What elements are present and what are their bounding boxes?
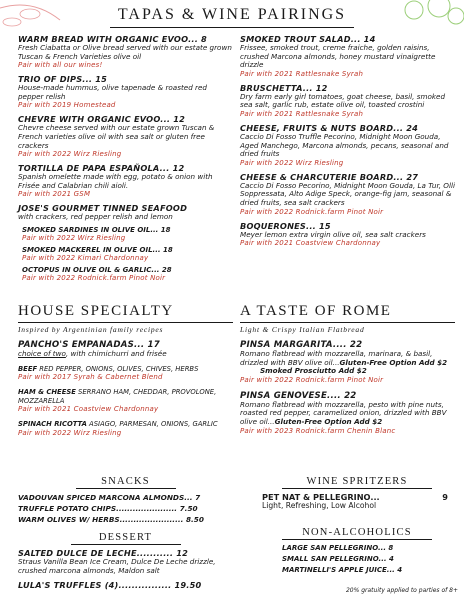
item-name: PINSA GENOVESE.... 22 — [240, 390, 357, 401]
section-subtitle: Light & Crispy Italian Flatbread — [240, 325, 365, 334]
section-title: WINE SPRITZERS — [306, 476, 408, 487]
menu-item — [240, 123, 455, 167]
item-pairing: Pair with 2022 Rodnick.farm Pinot Noir — [22, 273, 166, 282]
snack-name: TRUFFLE POTATO CHIPS...................... — [18, 504, 178, 513]
dessert-section — [18, 532, 233, 590]
spritzer-description: Light, Refreshing, Low Alcohol — [262, 501, 377, 510]
spritzer-price: 9 — [442, 492, 448, 502]
filling-desc: ASIAGO, PARMESAN, ONIONS, GARLIC — [86, 420, 218, 429]
item-name: PANCHO'S EMPANADAS... 17 — [18, 340, 160, 350]
filling-name: SPINACH RICOTTA — [18, 420, 87, 429]
item-pairing: Pair with 2022 Wirz Riesling — [22, 233, 126, 242]
item-pairing: Pair with 2022 Wirz Riesling — [18, 428, 122, 437]
item-description: Chevre cheese served with our estate grown Tuscan & French varieties olive oil with sea salt or gluten free crackers — [18, 123, 215, 150]
item-description: Meyer lemon extra virgin olive oil, sea salt crackers — [240, 229, 426, 239]
filling-item — [18, 365, 233, 382]
menu-item — [240, 172, 455, 216]
gratuity-note: 20% gratuity applied to parties of 8+ — [345, 587, 458, 594]
gluten-free-option: Gluten-Free Option Add $2 — [274, 416, 383, 426]
seafood-item — [22, 266, 233, 282]
section-divider — [71, 544, 181, 545]
gluten-free-option: Gluten-Free Option Add $2 — [339, 357, 448, 367]
item-description — [18, 350, 233, 359]
dessert-name: SALTED DULCE DE LECHE........... 12 — [18, 548, 188, 558]
item-name: SMOKED MACKEREL IN OLIVE OIL... 18 — [22, 245, 173, 254]
snack-price: 7.50 — [179, 504, 198, 513]
section-title: SNACKS — [101, 476, 150, 487]
item-pairing: Pair with 2021 GSM — [18, 190, 91, 199]
spritzer-name: PET NAT & PELLEGRINO... — [262, 492, 380, 502]
item-name: CHEVRE WITH ORGANIC EVOO... 12 — [18, 114, 186, 125]
section-title: DESSERT — [98, 532, 153, 543]
item-name: TRIO OF DIPS... 15 — [18, 74, 108, 85]
menu-item — [18, 114, 233, 158]
item-description — [240, 350, 455, 367]
item-description — [240, 401, 455, 427]
item-description: House-made hummus, olive tapenade & roasted red pepper relish — [18, 83, 207, 101]
filling-item — [18, 420, 233, 437]
item-pairing: Pair with 2021 Coastview Chardonnay — [18, 405, 159, 414]
drink-item: LARGE SAN PELLEGRINO... 8 — [282, 544, 394, 552]
item-name: OCTOPUS IN OLIVE OIL & GARLIC... 28 — [22, 265, 172, 274]
item-name: TORTILLA DE PAPA ESPAÑOLA... 12 — [18, 163, 185, 174]
section-divider — [282, 539, 432, 540]
house-specialty-section — [18, 303, 233, 442]
snack-price: 8.50 — [185, 515, 204, 524]
choice-text: choice of two — [18, 349, 66, 358]
section-divider — [76, 488, 176, 489]
section-title: A TASTE OF ROME — [240, 303, 392, 319]
item-pairing: Pair with 2021 Coastview Chardonnay — [240, 239, 381, 248]
item-description — [18, 388, 233, 405]
item-pairing: Pair with 2021 Rattlesnake Syrah — [240, 69, 364, 78]
item-pairing: Pair with 2022 Rodnick.farm Pinot Noir — [240, 207, 384, 216]
item-pairing: Pair with 2022 Kimari Chardonnay — [22, 253, 149, 262]
snack-item — [18, 503, 233, 514]
item-name: BOQUERONES... 15 — [240, 220, 331, 231]
snack-price: 7 — [195, 493, 201, 502]
filling-name: BEEF — [18, 364, 38, 373]
item-description: Frissee, smoked trout, creme fraiche, golden raisins, crushed Marcona almonds, honey mustard vinaigrette drizzle — [240, 43, 436, 70]
item-description: Caccio Di Fosso Pecorino, Midnight Moon Gouda, La Tur, Olli Soppressata, Alto Adige Speck, orange-fig jam, seasonal & dried fruits, sea salt crackers — [240, 180, 455, 207]
item-description: with crackers, red pepper relish and lemon — [18, 212, 173, 222]
drink-item: MARTINELLI'S APPLE JUICE... 4 — [282, 566, 403, 574]
title-divider — [110, 27, 354, 28]
seafood-item — [22, 246, 233, 262]
spritzer-item — [262, 492, 452, 511]
section-subtitle: Inspired by Argentinian family recipes — [18, 325, 164, 334]
menu-item — [18, 163, 233, 198]
dessert-description: Straus Vanilla Bean Ice Cream, Dulce De Leche drizzle, crushed marcona almonds, Maldon salt — [18, 557, 216, 575]
filling-desc: SERRANO HAM, CHEDDAR, PROVOLONE, MOZZARELLA — [18, 388, 217, 405]
item-pairing: Pair with 2022 Rodnick.farm Pinot Noir — [240, 375, 384, 384]
tapas-right-column — [240, 34, 455, 252]
item-pairing: Pair with 2023 Rodnick.farm Chenin Blanc — [240, 426, 396, 435]
section-divider — [18, 322, 233, 323]
item-pairing: Pair with 2019 Homestead — [18, 101, 116, 110]
item-name: SMOKED TROUT SALAD... 14 — [240, 34, 376, 44]
snack-name: VADOUVAN SPICED MARCONA ALMONDS... — [18, 493, 193, 502]
item-description: Caccio Di Fosso Truffle Pecorino, Midnight Moon Gouda, Aged Manchego, Marcona almonds, pecans, seasonal and dried fruits — [240, 131, 449, 159]
snack-name: WARM OLIVES W/ HERBS....................... — [18, 515, 184, 524]
dessert-name: LULA'S TRUFFLES (4)................ 19.50 — [18, 580, 202, 591]
menu-item — [240, 340, 455, 384]
menu-item — [18, 34, 233, 69]
filling-item — [18, 388, 233, 413]
drink-item: SMALL SAN PELLEGRINO... 4 — [282, 555, 394, 563]
menu-item — [18, 74, 233, 109]
item-description: Fresh Ciabatta or Olive bread served with our estate grown Tuscan & French Varieties olive oil — [18, 43, 232, 61]
empanadas-description: , with chimichurri and frisée — [65, 349, 167, 358]
snack-item — [18, 492, 233, 503]
section-title: NON-ALCOHOLICS — [302, 527, 412, 538]
item-pairing: Pair with 2021 Rattlesnake Syrah — [240, 109, 364, 118]
item-name: JOSE'S GOURMET TINNED SEAFOOD — [18, 203, 188, 214]
item-name: BRUSCHETTA... 12 — [240, 82, 328, 93]
item-name: WARM BREAD WITH ORGANIC EVOO... 8 — [18, 34, 207, 44]
item-extra: Smoked Prosciutto Add $2 — [260, 366, 367, 376]
taste-of-rome-section — [240, 303, 455, 440]
wine-spritzers-section — [262, 476, 452, 511]
non-alcoholics-section — [262, 527, 452, 576]
item-pairing: Pair with 2022 Wirz Riesling — [240, 158, 344, 167]
filling-name: HAM & CHEESE — [18, 388, 76, 397]
tapas-left-column — [18, 34, 233, 287]
snacks-section — [18, 476, 233, 525]
item-description — [18, 365, 233, 374]
menu-item — [240, 391, 455, 435]
seafood-item — [22, 226, 233, 242]
section-title: HOUSE SPECIALTY — [18, 303, 174, 319]
item-name: CHEESE, FRUITS & NUTS BOARD... 24 — [240, 122, 419, 133]
item-pairing: Pair with 2022 Wirz Riesling — [18, 150, 122, 159]
menu-item — [18, 203, 233, 222]
item-desc-text: Romano flatbread with mozzarella, pesto with pine nuts, roasted red pepper, caramelized onion, drizzled with BBV olive oil... — [240, 399, 447, 426]
snack-item — [18, 514, 233, 525]
menu-item — [240, 34, 455, 78]
item-description: Dry farm early girl tomatoes, goat cheese, basil, smoked sea salt, garlic rub, estate olive oil, toasted crostini — [240, 91, 446, 110]
item-description — [18, 420, 233, 429]
item-pairing: Pair with all our wines! — [18, 61, 103, 70]
item-name: SMOKED SARDINES IN OLIVE OIL... 18 — [22, 225, 171, 234]
section-divider — [282, 488, 432, 489]
item-desc-text: Romano flatbread with mozzarella, marinara, & basil, drizzled with BBV olive oil... — [240, 349, 433, 367]
filling-desc: RED PEPPER, ONIONS, OLIVES, CHIVES, HERBS — [37, 364, 199, 373]
item-name: CHEESE & CHARCUTERIE BOARD... 27 — [240, 171, 419, 182]
item-pairing: Pair with 2017 Syrah & Cabernet Blend — [18, 373, 163, 382]
menu-item — [240, 221, 455, 248]
item-name: PINSA MARGARITA.... 22 — [240, 340, 363, 350]
section-divider — [240, 322, 455, 323]
menu-item — [240, 83, 455, 118]
item-description: Spanish omelette made with egg, potato & onion with Frisée and Calabrian chili aioli. — [18, 172, 213, 190]
page-title: TAPAS & WINE PAIRINGS — [117, 6, 347, 23]
